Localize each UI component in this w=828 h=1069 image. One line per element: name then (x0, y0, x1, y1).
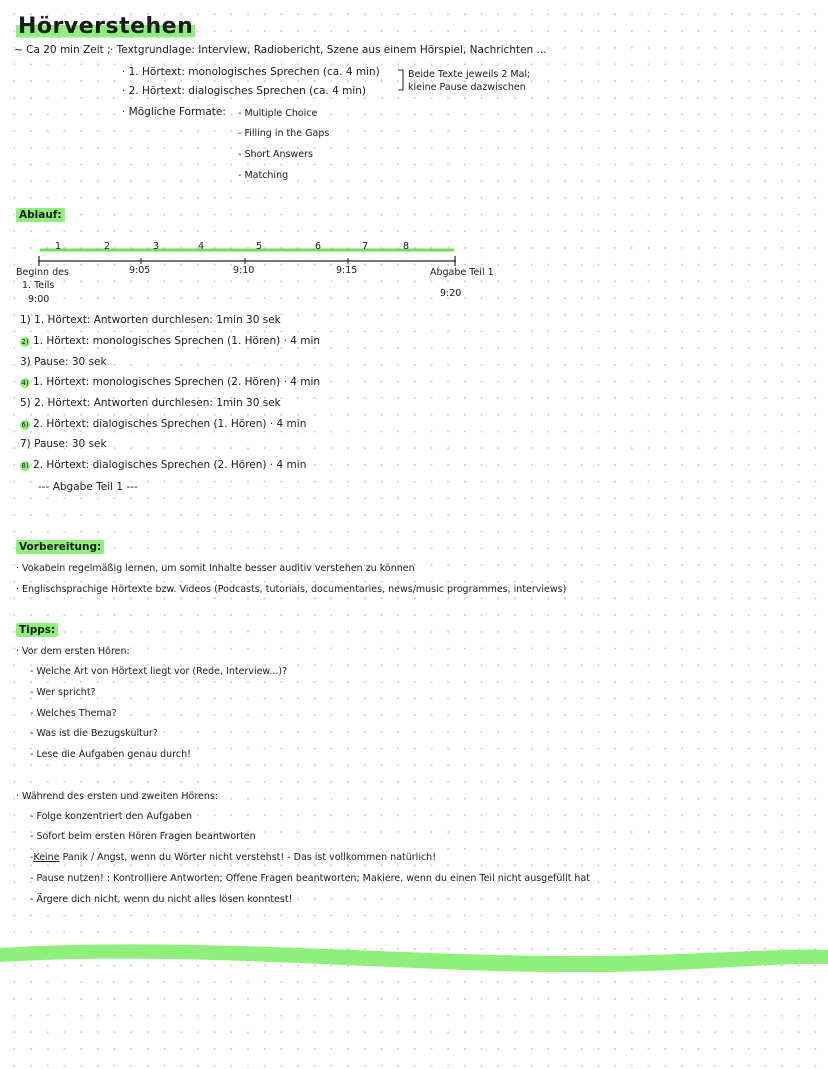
text2-line: · 2. Hörtext: dialogisches Sprechen (ca. 4 min) (122, 85, 367, 97)
step-row (20, 459, 306, 472)
step-text: 1. Hörtext: Antworten durchlesen: 1min 30 sek (34, 314, 281, 326)
abgabe-note: --- Abgabe Teil 1 --- (38, 481, 138, 493)
before-label: · Vor dem ersten Hören: (16, 646, 130, 657)
step-num: 7) (20, 438, 31, 450)
during-item: - Folge konzentriert den Aufgaben (30, 811, 193, 822)
step-text: 1. Hörtext: monologisches Sprechen (1. Hören) · 4 min (33, 335, 321, 347)
timeline-num: 6 (315, 241, 322, 252)
ablauf-heading: Ablauf: (16, 208, 65, 222)
vorbereitung-heading: Vorbereitung: (16, 540, 104, 554)
during-label: · Während des ersten und zweiten Hörens: (16, 791, 219, 802)
step-num-marked: 4) (21, 379, 29, 387)
step-text: 1. Hörtext: monologisches Sprechen (2. Hören) · 4 min (33, 376, 321, 388)
during-item: - Ärgere dich nicht, wenn du nicht alles lösen konntest! (30, 894, 293, 905)
start-time: 9:00 (28, 294, 50, 305)
page-title: Hörverstehen (18, 14, 194, 39)
format-item: - Filling in the Gaps (238, 128, 330, 139)
keine-rest: Panik / Angst, wenn du Wörter nicht verstehst! - Das ist vollkommen natürlich! (59, 852, 437, 863)
formats-label: · Mögliche Formate: (122, 106, 226, 118)
timeline-num: 2 (104, 241, 111, 252)
step-text: Pause: 30 sek (34, 438, 107, 450)
tick-time: 9:10 (233, 265, 255, 276)
bracket-note-2: kleine Pause dazwischen (408, 82, 526, 93)
step-text: Pause: 30 sek (34, 356, 107, 368)
tick-time: 9:05 (129, 265, 151, 276)
start-label-2: 1. Teils (22, 280, 55, 291)
before-item: - Was ist die Bezugskultur? (30, 728, 158, 739)
format-item: - Multiple Choice (238, 108, 318, 119)
during-item-keine: -Keine Panik / Angst, wenn du Wörter nicht verstehst! - Das ist vollkommen natürlich! (30, 852, 437, 863)
timeline-num: 7 (362, 241, 369, 252)
step-row (20, 335, 320, 348)
text1-line: · 1. Hörtext: monologisches Sprechen (ca. 4 min) (122, 66, 380, 78)
start-label: Beginn des (16, 267, 69, 278)
step-num: 3) (20, 356, 31, 368)
step-row (20, 397, 281, 410)
before-item: - Lese die Aufgaben genau durch! (30, 749, 191, 760)
step-num-marked: 2) (21, 338, 29, 346)
step-text: 2. Hörtext: dialogisches Sprechen (1. Hören) · 4 min (33, 418, 307, 430)
prep-item: · Vokabeln regelmäßig lernen, um somit Inhalte besser auditiv verstehen zu können (16, 563, 415, 574)
keine-word: Keine (33, 852, 60, 863)
prep-item: · Englischsprachige Hörtexte bzw. Videos (Podcasts, tutorials, documentaries, news/music programmes, interviews) (16, 584, 567, 595)
during-item: - Sofort beim ersten Hören Fragen beantworten (30, 831, 256, 842)
timeline-num: 1 (55, 241, 62, 252)
step-num-marked: 8) (21, 462, 29, 470)
step-text: 2. Hörtext: dialogisches Sprechen (2. Hören) · 4 min (33, 459, 307, 471)
step-row (20, 438, 107, 451)
step-row (20, 418, 306, 431)
timeline-num: 5 (256, 241, 263, 252)
step-row (20, 314, 281, 327)
before-item: - Wer spricht? (30, 687, 96, 698)
end-time: 9:20 (440, 288, 462, 299)
decorative-wave (0, 944, 828, 972)
format-item: - Matching (238, 170, 289, 181)
step-text: 2. Hörtext: Antworten durchlesen: 1min 30 sek (34, 397, 281, 409)
tipps-heading: Tipps: (16, 623, 58, 637)
timeline-num: 4 (198, 241, 205, 252)
before-item: - Welche Art von Hörtext liegt vor (Rede, Interview...)? (30, 666, 288, 677)
step-row (20, 376, 320, 389)
during-item: - Pause nutzen! : Kontrolliere Antworten; Offene Fragen beantworten; Makiere, wenn du einen Teil nicht ausgefüllt hat (30, 873, 591, 884)
bracket-mark (398, 70, 403, 90)
step-row (20, 356, 107, 369)
timeline-num: 3 (153, 241, 160, 252)
bracket-note-1: Beide Texte jeweils 2 Mal; (408, 69, 531, 80)
before-item: - Welches Thema? (30, 708, 117, 719)
step-num-marked: 6) (21, 421, 29, 429)
step-num: 5) (20, 397, 31, 409)
tick-time: 9:15 (336, 265, 358, 276)
timeline-num: 8 (403, 241, 410, 252)
end-label: Abgabe Teil 1 (430, 267, 494, 278)
time-note: ~ Ca 20 min Zeit ; (14, 44, 111, 56)
format-item: - Short Answers (238, 149, 313, 160)
text-basis: · Textgrundlage: Interview, Radiobericht, Szene aus einem Hörspiel, Nachrichten ... (110, 44, 547, 56)
step-num: 1) (20, 314, 31, 326)
